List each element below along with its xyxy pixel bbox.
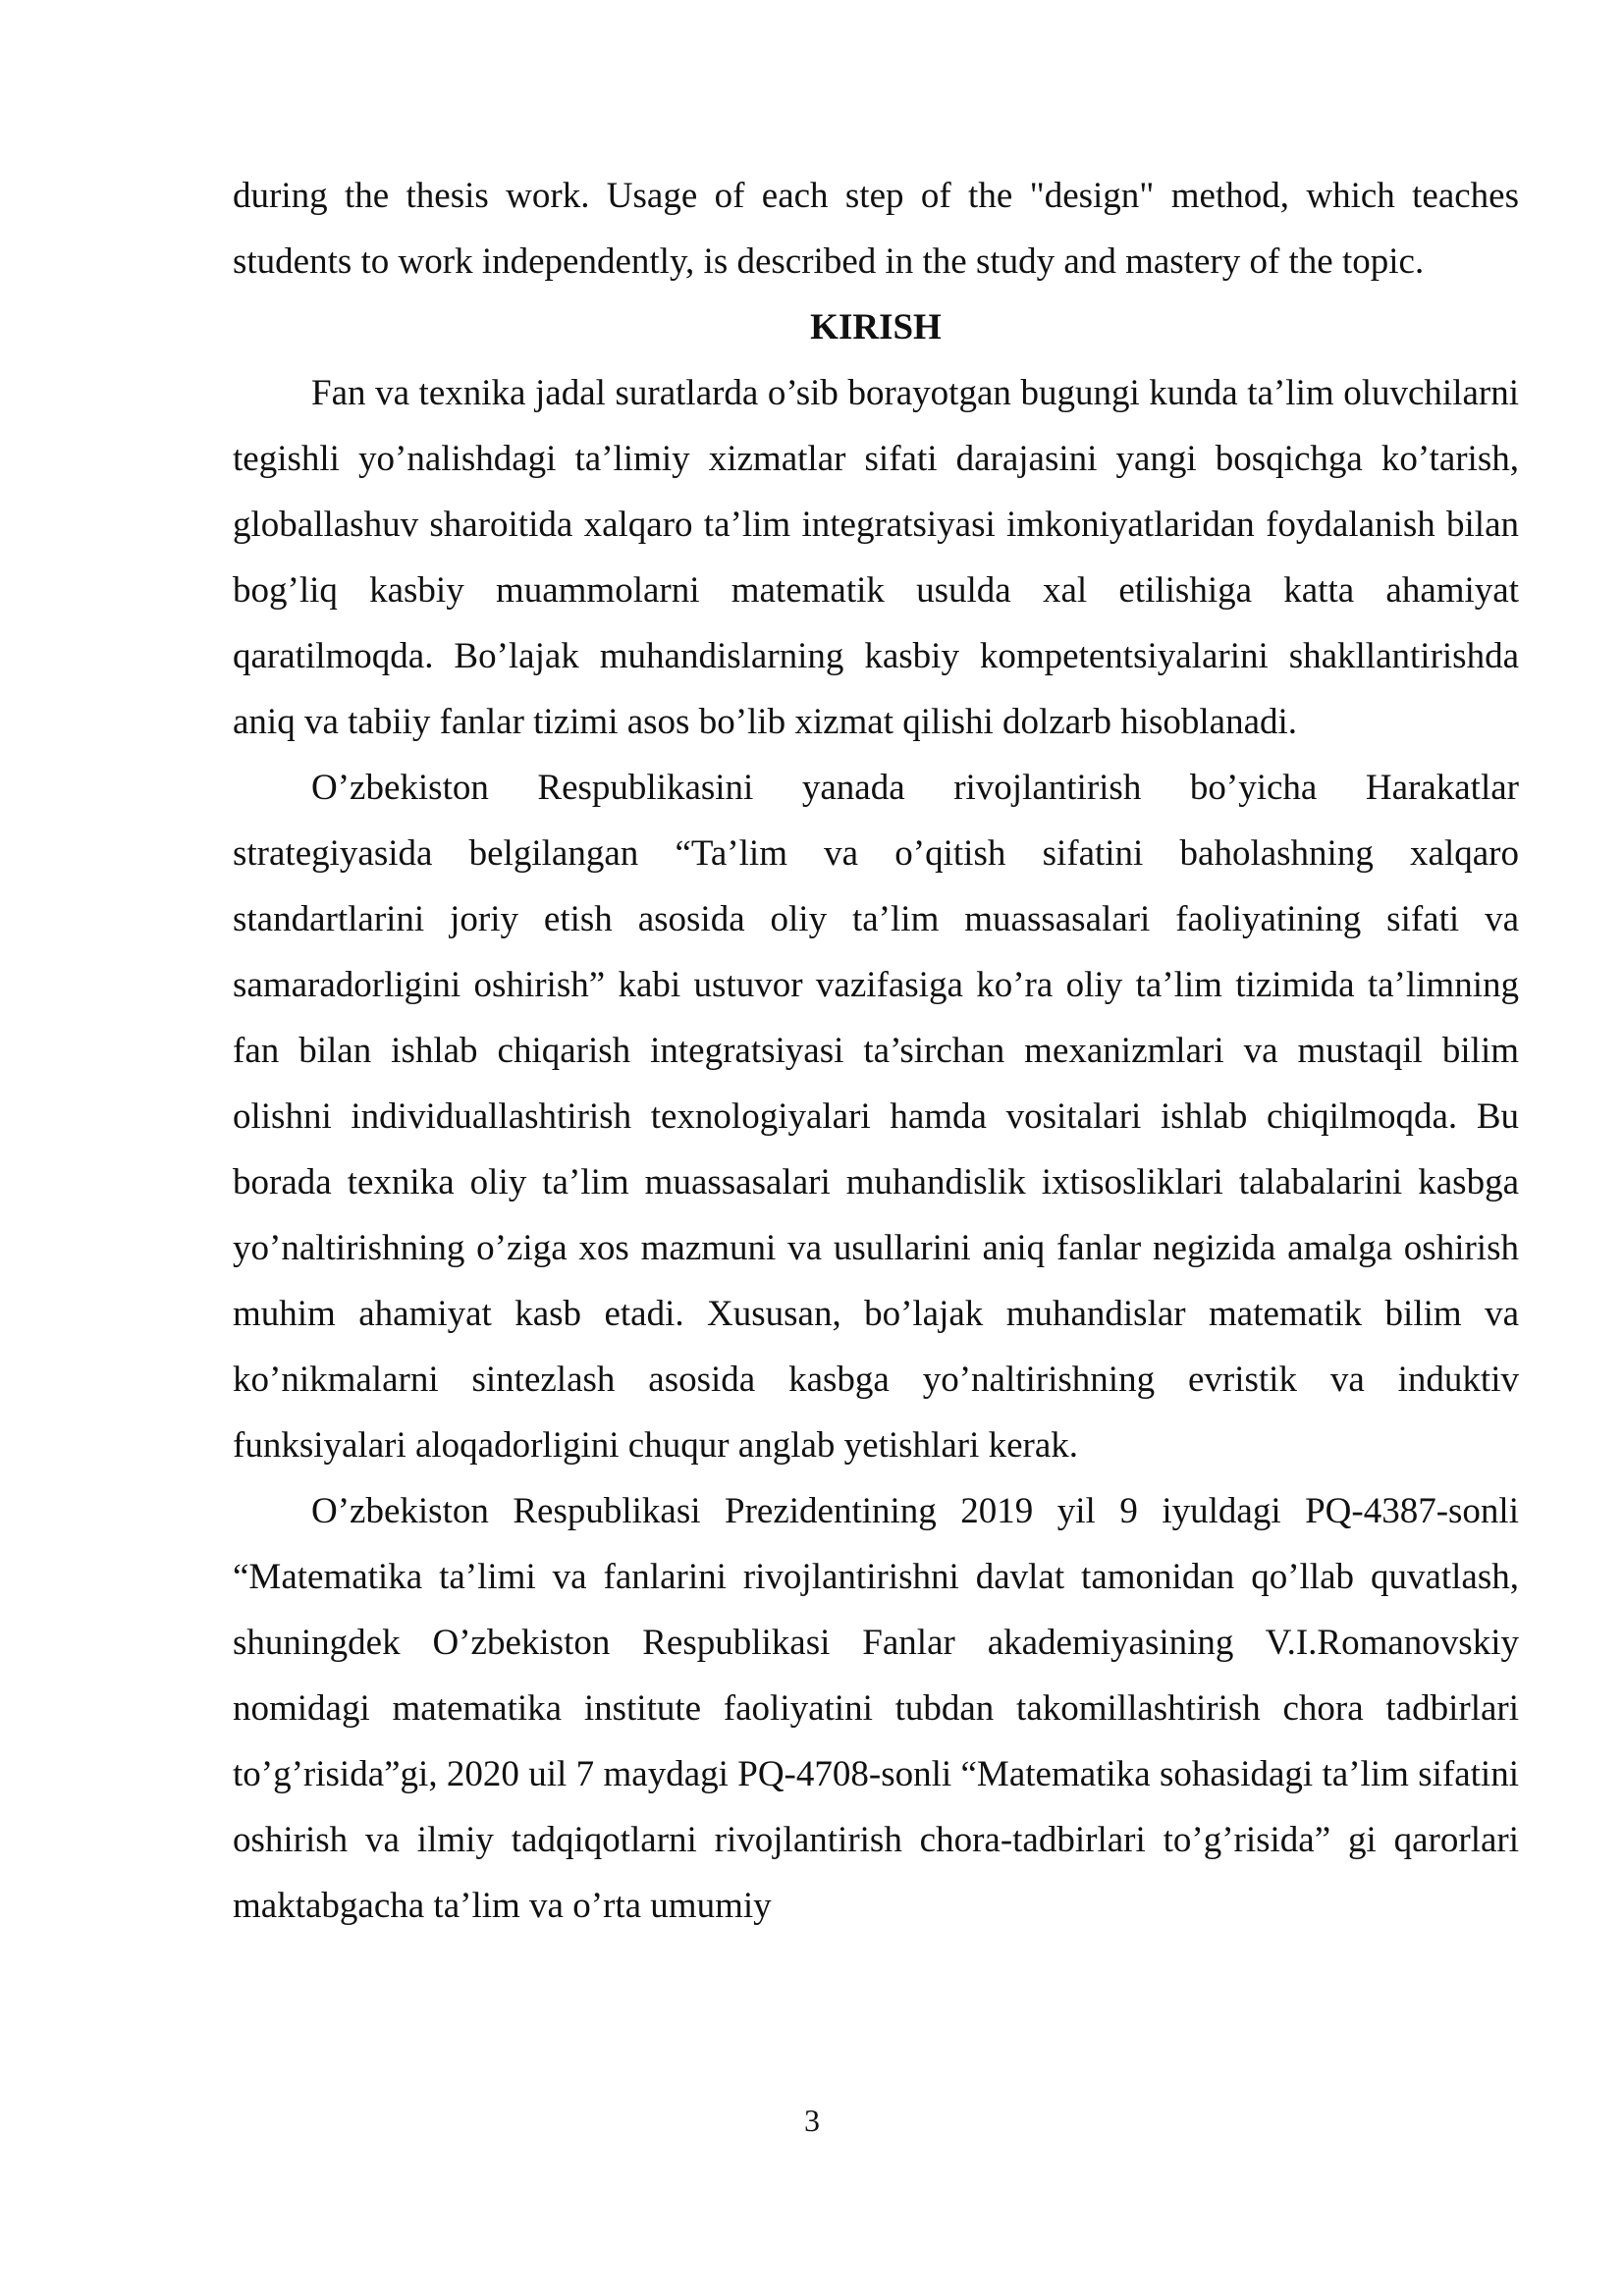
section-heading: KIRISH — [810, 307, 942, 347]
paragraph-1: Fan va texnika jadal suratlarda o’sib borayotgan bugungi kunda ta’lim oluvchilarni tegishli yo’nalishdagi ta’limiy xizmatlar sifati darajasini yangi bosqichga ko’tarish, globallashuv sharoitida xalqaro ta’lim integratsiyasi imkoniyatlaridan foydalanish bilan bog’liq kasbiy muammolarni matematik usulda xal etilishiga katta ahamiyat qaratilmoqda. Bo’lajak muhandislarning kasbiy kompetentsiyalarini shakllantirishda aniq va tabiiy fanlar tizimi asos bo’lib xizmat qilishi dolzarb hisoblanadi. — [233, 373, 1519, 742]
document-page — [233, 163, 1519, 1939]
paragraph-3: O’zbekiston Respublikasi Prezidentining 2019 yil 9 iyuldagi PQ-4387-sonli “Matematika ta’limi va fanlarini rivojlantirishni davlat tamonidan qo’llab quvatlash, shuningdek O’zbekiston Respublikasi Fanlar akademiyasining V.I.Romanovskiy nomidagi matematika institute faoliyatini tubdan takomillashtirish chora tadbirlari to’g’risida”gi, 2020 uil 7 maydagi PQ-4708-sonli “Matematika sohasidagi ta’lim sifatini oshirish va ilmiy tadqiqotlarni rivojlantirish chora-tadbirlari to’g’risida” gi qarorlari maktabgacha ta’lim va o’rta umumiy — [233, 1491, 1519, 1926]
paragraph-2: O’zbekiston Respublikasini yanada rivojlantirish bo’yicha Harakatlar strategiyasida belgilangan “Ta’lim va o’qitish sifatini baholashning xalqaro standartlarini joriy etish asosida oliy ta’lim muassasalari faoliyatining sifati va samaradorligini oshirish” kabi ustuvor vazifasiga ko’ra oliy ta’lim tizimida ta’limning fan bilan ishlab chiqarish integratsiyasi ta’sirchan mexanizmlari va mustaqil bilim olishni individuallashtirish texnologiyalari hamda vositalari ishlab chiqilmoqda. Bu borada texnika oliy ta’lim muassasalari muhandislik ixtisosliklari talabalarini kasbga yo’naltirishning o’ziga xos mazmuni va usullarini aniq fanlar negizida amalga oshirish muhim ahamiyat kasb etadi. Xususan, bo’lajak muhandislar matematik bilim va ko’nikmalarni sintezlash asosida kasbga yo’naltirishning evristik va induktiv funksiyalari aloqadorligini chuqur anglab yetishlari kerak. — [233, 768, 1519, 1466]
page-number: 3 — [804, 2103, 820, 2138]
abstract-continuation: during the thesis work. Usage of each step of the "design" method, which teaches students to work independently, is described in the study and mastery of the topic. — [233, 176, 1519, 282]
